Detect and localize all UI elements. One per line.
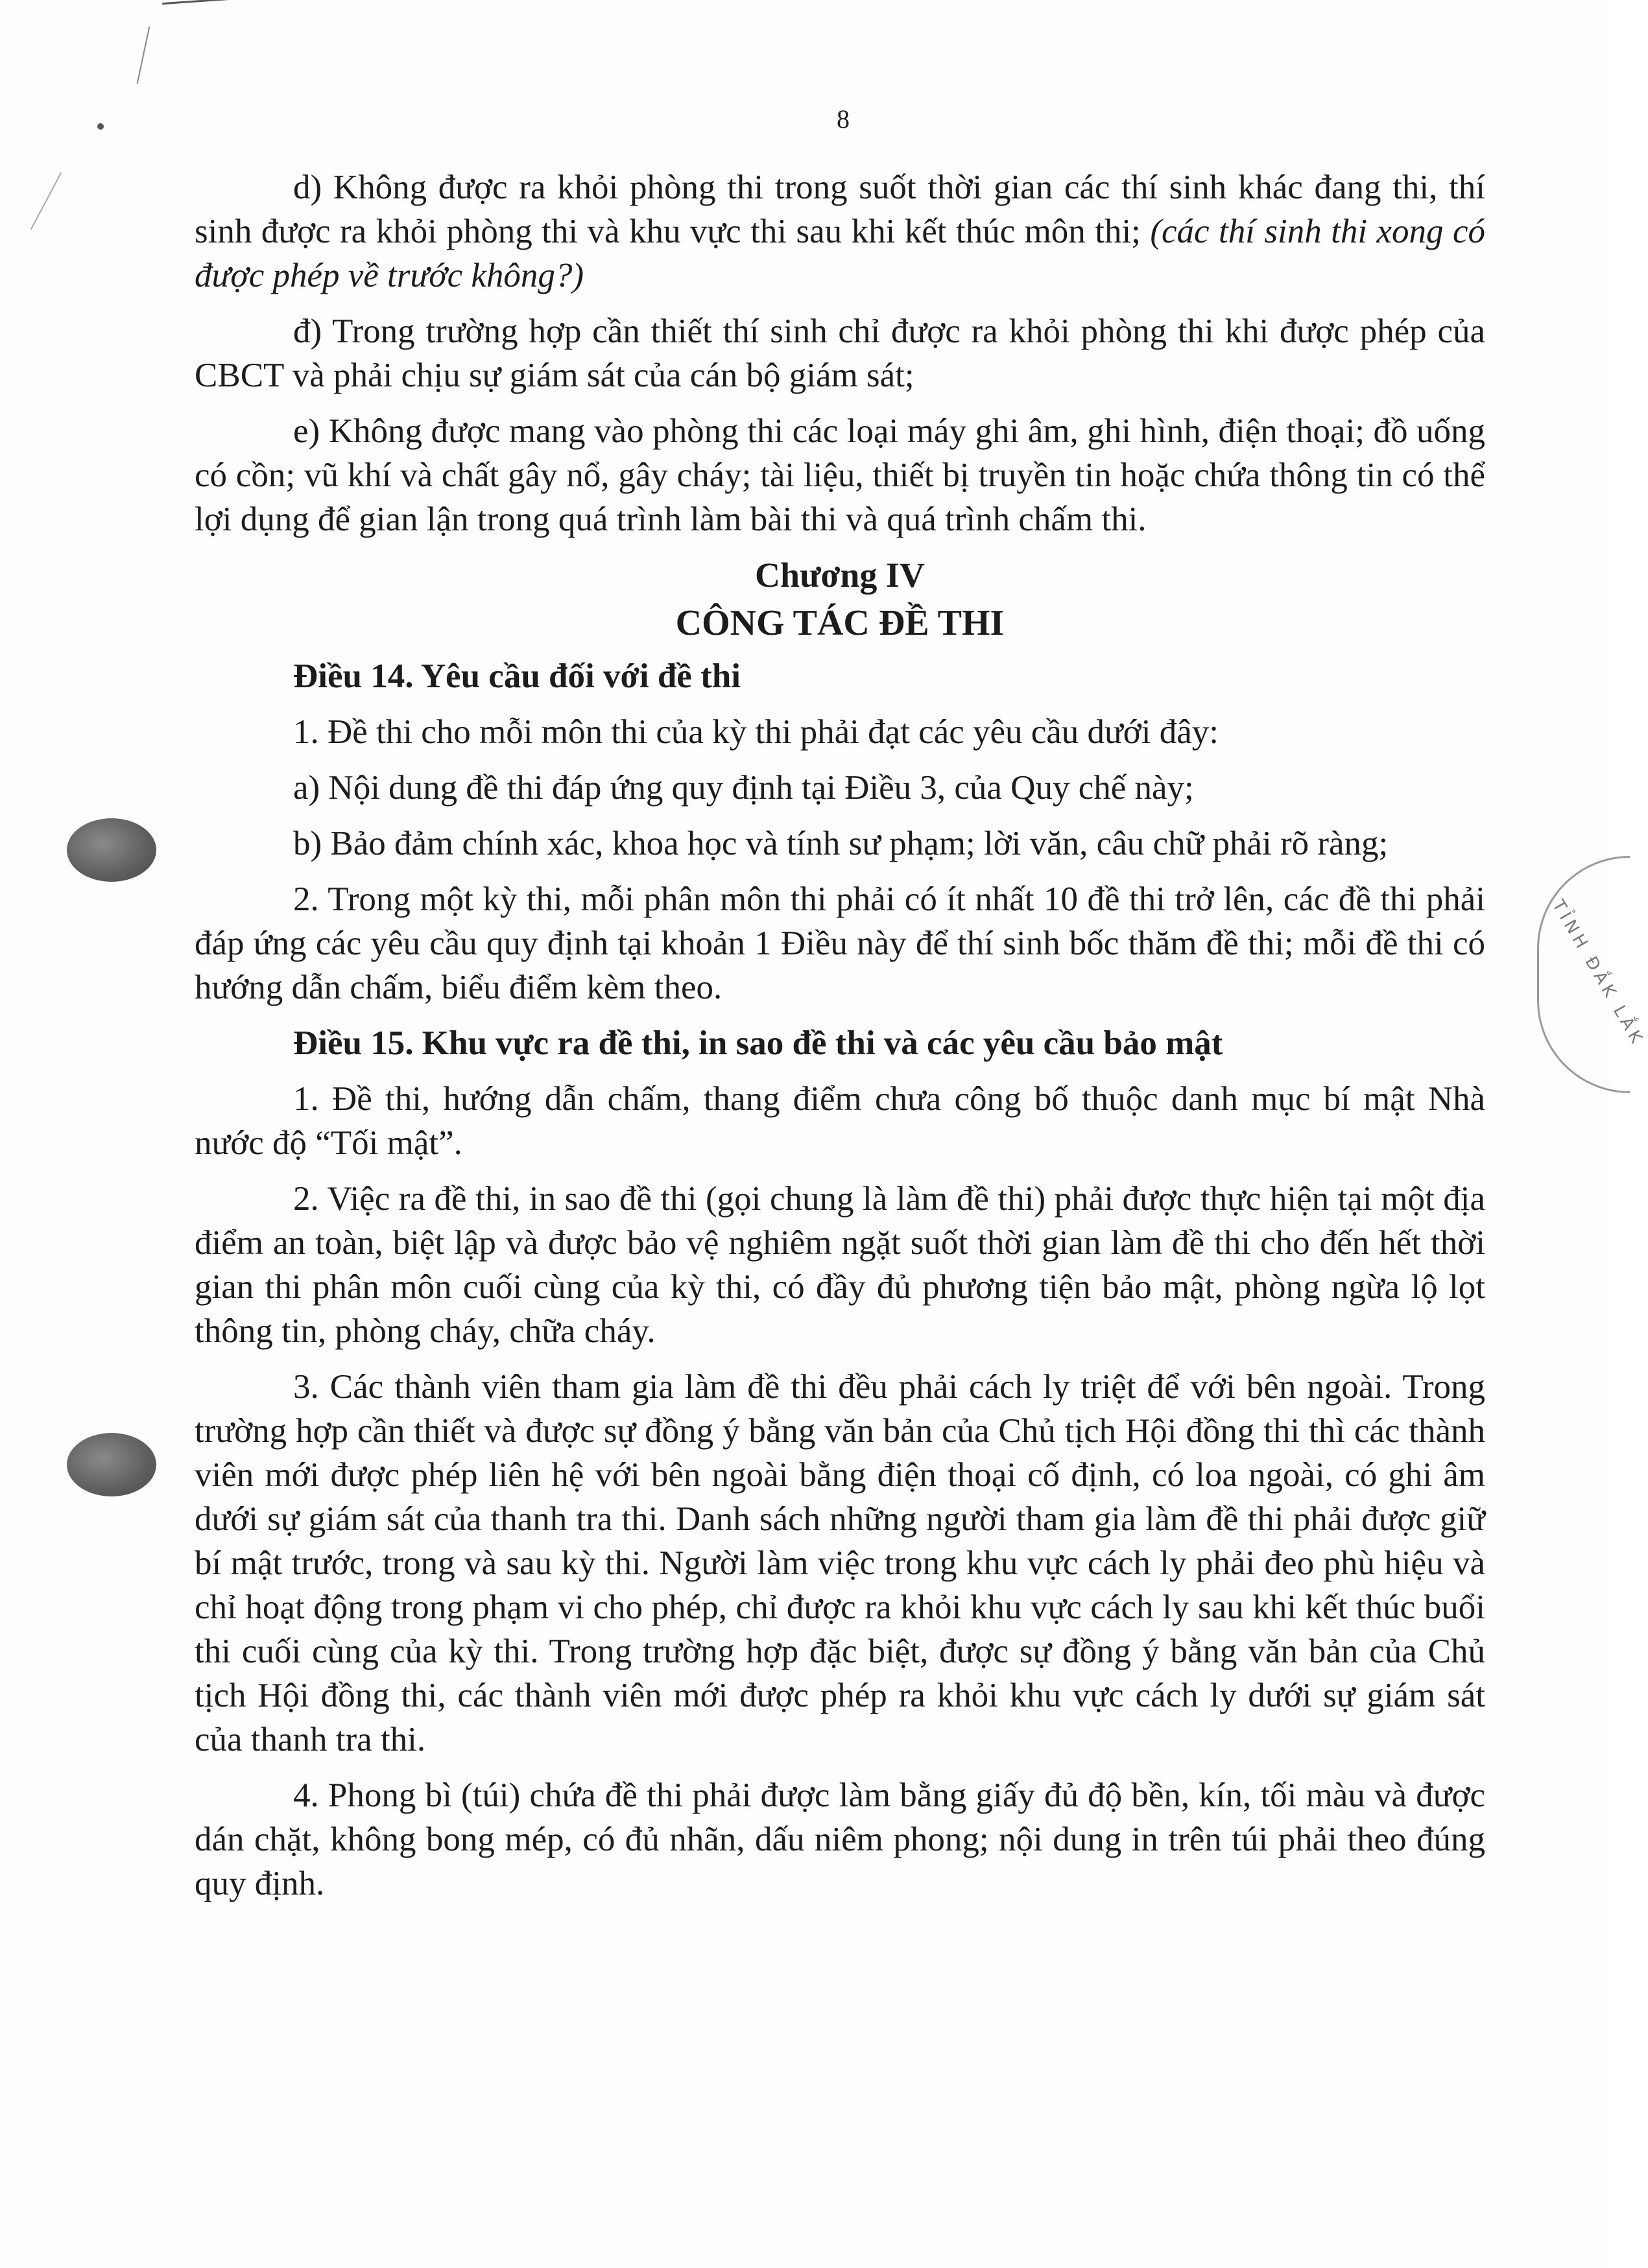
article-15-p4: 4. Phong bì (túi) chứa đề thi phải được làm bằng giấy đủ độ bền, kín, tối màu và được dán chặt, không bong mép, có đủ nhãn, dấu niêm phong; nội dung in trên túi phải theo đúng quy định. [195,1777,1485,1902]
article-15-p3: 3. Các thành viên tham gia làm đề thi đều phải cách ly triệt để với bên ngoài. Trong trường hợp cần thiết và được sự đồng ý bằng văn bản của Chủ tịch Hội đồng thi thì các thành viên mới được phép liên hệ với bên ngoài bằng điện thoại cố định, có loa ngoài, có ghi âm dưới sự giám sát của thanh tra thi. Danh sách những người tham gia làm đề thi phải được giữ bí mật trước, trong và sau kỳ thi. Người làm việc trong khu vực cách ly phải đeo phù hiệu và chỉ hoạt động trong phạm vi cho phép, chỉ được ra khỏi khu vực cách ly sau khi kết thúc buổi thi cuối cùng của kỳ thi. Trong trường hợp đặc biệt, được sự đồng ý bằng văn bản của Chủ tịch Hội đồng thi, các thành viên mới được phép ra khỏi khu vực cách ly dưới sự giám sát của thanh tra thi. [195,1368,1485,1758]
chapter-title: CÔNG TÁC ĐỀ THI [675,603,1005,643]
clause-e: e) Không được mang vào phòng thi các loại máy ghi âm, ghi hình, điện thoại; đồ uống có cồn; vũ khí và chất gây nổ, gây cháy; tài liệu, thiết bị truyền tin hoặc chứa thông tin có thể lợi dụng để gian lận trong quá trình làm bài thi và quá trình chấm thi. [195,412,1485,538]
clause-dd: đ) Trong trường hợp cần thiết thí sinh chỉ được ra khỏi phòng thi khi được phép của CBCT và phải chịu sự giám sát của cán bộ giám sát; [195,313,1485,394]
scan-line-mark [30,172,62,230]
article-14-p2: 2. Trong một kỳ thi, mỗi phân môn thi phải có ít nhất 10 đề thi trở lên, các đề thi phải đáp ứng các yêu cầu quy định tại khoản 1 Điều này để thí sinh bốc thăm đề thi; mỗi đề thi có hướng dẫn chấm, biểu điểm kèm theo. [195,880,1485,1006]
page-number: 8 [837,104,850,134]
punch-hole [67,1433,156,1496]
article-14-pb: b) Bảo đảm chính xác, khoa học và tính sư phạm; lời văn, câu chữ phải rõ ràng; [293,825,1389,862]
article-15-p2: 2. Việc ra đề thi, in sao đề thi (gọi chung là làm đề thi) phải được thực hiện tại một địa điểm an toàn, biệt lập và được bảo vệ nghiêm ngặt suốt thời gian làm đề thi cho đến hết thời gian thi phân môn cuối cùng của kỳ thi, có đầy đủ phương tiện bảo mật, phòng ngừa lộ lọt thông tin, phòng cháy, chữa cháy. [195,1180,1485,1350]
article-14-p1: 1. Đề thi cho mỗi môn thi của kỳ thi phải đạt các yêu cầu dưới đây: [293,713,1219,751]
article-14-pa: a) Nội dung đề thi đáp ứng quy định tại Điều 3, của Quy chế này; [293,769,1194,807]
seal-text: TỈNH ĐẮK LẮK [1548,897,1648,1050]
chapter-label: Chương IV [755,556,925,595]
scan-line-mark [97,123,104,130]
clause-d [195,165,1485,298]
clause-d-note: (các thí sinh thi xong có được phép về trước không?) [195,213,1485,294]
scan-line-mark [137,27,150,84]
clause-d-text: d) Không được ra khỏi phòng thi trong suốt thời gian các thí sinh khác đang thi, thí sinh được ra khỏi phòng thi và khu vực thi sau khi kết thúc môn thi; [195,169,1485,250]
article-15-title: Điều 15. Khu vực ra đề thi, in sao đề thi và các yêu cầu bảo mật [293,1024,1223,1062]
official-seal-stamp [1537,856,1648,1093]
punch-hole [67,818,156,882]
article-15-p1: 1. Đề thi, hướng dẫn chấm, thang điểm chưa công bố thuộc danh mục bí mật Nhà nước độ “Tối mật”. [195,1080,1485,1162]
scan-line-mark [162,0,240,5]
article-14-title: Điều 14. Yêu cầu đối với đề thi [293,657,741,695]
document-body [195,165,1485,1917]
